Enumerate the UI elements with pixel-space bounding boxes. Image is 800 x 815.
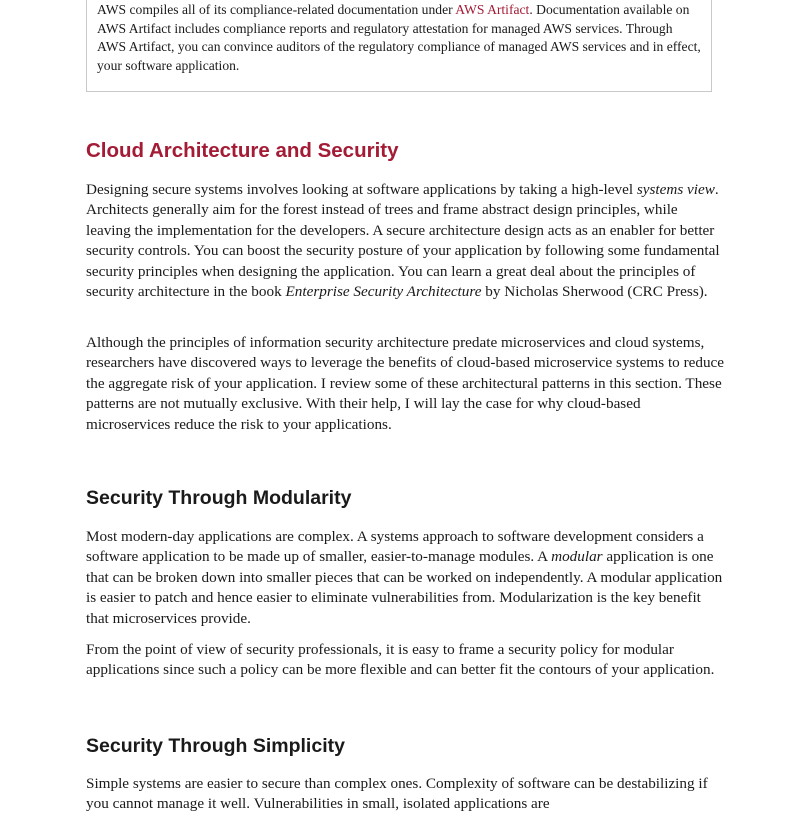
paragraph-text: . Architects generally aim for the forest instead of trees and frame abstract design principles, while leaving the implementation for the developers. A secure architecture design acts as an enabler for better security controls. You can boost the security posture of your application by following some fundamental security principles when designing the application. You can learn a great deal about the principles of security architecture in the book — [86, 181, 720, 301]
paragraph-text: Designing secure systems involves looking at software applications by taking a high-level — [86, 181, 637, 198]
section-heading-modularity: Security Through Modularity — [86, 487, 352, 509]
paragraph-text: by Nicholas Sherwood (CRC Press). — [481, 283, 708, 301]
section-heading-simplicity: Security Through Simplicity — [86, 735, 345, 757]
book-title: Enterprise Security Architecture — [285, 283, 482, 301]
paragraph-text: Most modern-day applications are complex. A systems approach to software development considers a software application to be made up of smaller, easier-to-manage modules. A — [86, 528, 704, 566]
paragraph-systems-view — [86, 180, 726, 302]
emphasis-systems-view: systems view — [636, 181, 715, 198]
paragraph-text: application is one that can be broken down into smaller pieces that can be worked on independently. A modular application is easier to patch and hence easier to eliminate vulnerabilities from. Modularization is the key benefit that microservices provide. — [86, 548, 723, 627]
note-text — [97, 1, 701, 75]
paragraph-simplicity: Simple systems are easier to secure than complex ones. Complexity of software can be destabilizing if you cannot manage it well. Vulnerabilities in small, isolated applications are — [86, 775, 708, 813]
paragraph-security-policy: From the point of view of security professionals, it is easy to frame a security policy for modular applications since such a policy can be more flexible and can better fit the contours of your application. — [86, 641, 715, 679]
note-box — [86, 0, 712, 92]
chapter-heading: Cloud Architecture and Security — [86, 139, 399, 162]
paragraph-microservices-risk: Although the principles of information security architecture predate microservices and cloud systems, researchers have discovered ways to leverage the benefits of cloud-based microservice systems to reduce the aggregate risk of your application. I review some of these architectural patterns in this section. These patterns are not mutually exclusive. With their help, I will lay the case for why cloud-based microservices reduce the risk to your applications. — [86, 334, 725, 433]
note-text-end: . Documentation available on AWS Artifact includes compliance reports and regulatory attestation for managed AWS services. Through AWS Artifact, you can convince auditors of the regulatory compliance of managed AWS services and in effect, your software application. — [97, 2, 701, 73]
aws-artifact-link[interactable]: AWS Artifact — [455, 2, 530, 17]
paragraph-modularity — [86, 527, 726, 629]
note-text-start: AWS compiles all of its compliance-related documentation under — [97, 2, 456, 17]
emphasis-modular: modular — [551, 548, 603, 566]
